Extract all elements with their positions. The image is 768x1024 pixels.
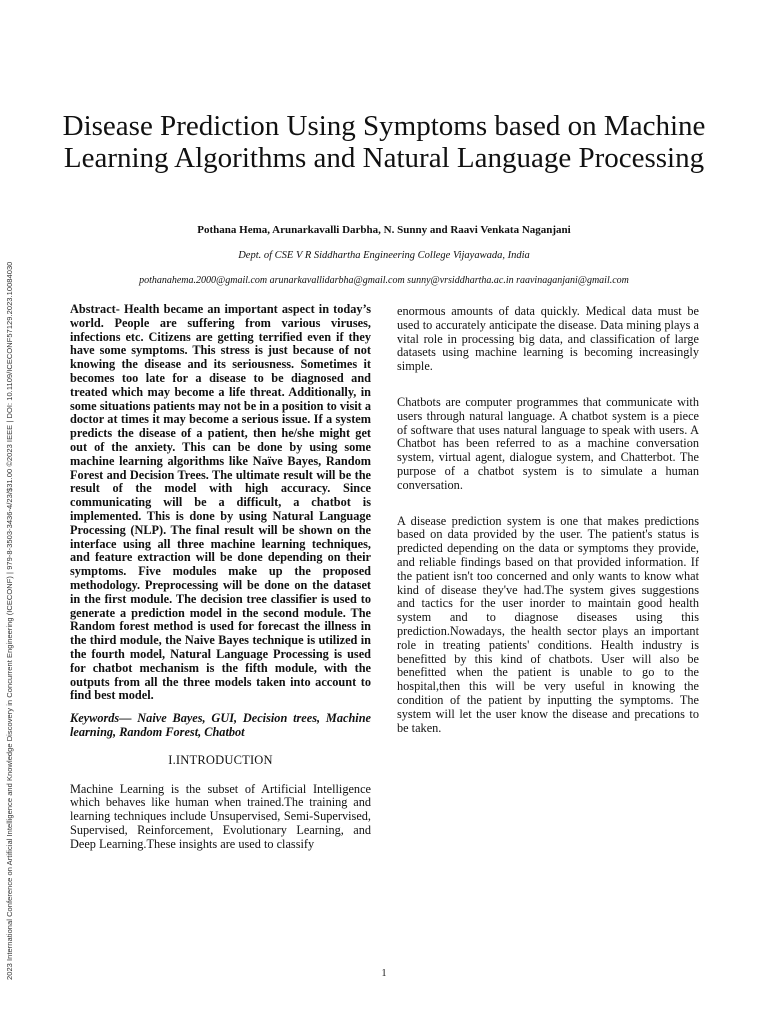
affiliation: Dept. of CSE V R Siddhartha Engineering College Vijayawada, India <box>238 250 530 261</box>
author-emails: pothanahema.2000@gmail.com arunarkavallidarbha@gmail.com sunny@vrsiddhartha.ac.in raavinaganjani@gmail.com <box>139 275 629 286</box>
author-list: Pothana Hema, Arunarkavalli Darbha, N. Sunny and Raavi Venkata Naganjani <box>197 224 571 236</box>
keywords-text: Keywords— Naive Bayes, GUI, Decision trees, Machine learning, Random Forest, Chatbot <box>70 711 371 739</box>
paragraph-chatbots: Chatbots are computer programmes that communicate with users through natural language. A chatbot system is a piece of software that uses natural language to speak with users. A Chatbot has been referred to as a machine conversation system, virtual agent, dialogue system, and Chatterbot. The purpose of a chatbot system is to simulate a human conversation. <box>397 394 699 492</box>
paragraph-data-mining: enormous amounts of data quickly. Medical data must be used to accurately anticipate the disease. Data mining plays a vital role in processing big data, and classification of large datasets using machine learning is becoming increasingly simple. <box>397 304 699 374</box>
intro-paragraph: Machine Learning is the subset of Artificial Intelligence which behaves like human when trained.The training and learning techniques include Unsupervised, Semi-Supervised, Supervised, Reinforcement, Evolutionary Learning, and Deep Learning.These insights are used to classify <box>70 781 371 851</box>
section-heading-introduction: I.INTRODUCTION <box>168 752 273 767</box>
abstract-text: Abstract- Health became an important aspect in today’s world. People are suffering from various viruses, infections etc. Citizens are getting terrified even if they have some symptoms. This stress is just because of not knowing the disease and its seriousness. Sometimes it becomes too late for a disease to be diagnosed and treated which may become a life threat. Additionally, in some situations patients may not be in a position to visit a doctor at times it may become a serious issue. If a system predicts the disease of a patient, then he/she might get out of the anxiety. This can be done by using some machine learning algorithms like Naïve Bayes, Random Forest and Decision Trees. The ultimate result will be the result of the model with high accuracy. Since communicating will be a difficult, a chatbot is implemented. This is done by using Natural Language Processing (NLP). The final result will be shown on the interface using all three machine learning techniques, and feature extraction will be done depending on their symptoms. Five modules make up the proposed methodology. Preprocessing will be done on the dataset in the first module. The decision tree classifier is used to generate a prediction model in the second module. The Random forest method is used for forecast the illness in the third module, the Naive Bayes technique is utilized in the fourth model, Natural Language Processing is used for chatbot mechanism is the fifth module, with the outputs from all the three models taken into account to find best model. <box>70 302 371 703</box>
paper-title: Disease Prediction Using Symptoms based on Machine Learning Algorithms and Natural Language Processing <box>62 110 706 174</box>
right-column <box>397 305 699 735</box>
doi-side-note: 2023 International Conference on Artificial Intelligence and Knowledge Discovery in Concurrent Engineering (ICECONF) | 979-8-3503-3436-4/23/$31.00 ©2023 IEEE | DOI: 10.1109/ICECONF57129.2023.10084030 <box>5 261 14 980</box>
left-column <box>70 303 371 851</box>
page-number: 1 <box>381 968 387 979</box>
paragraph-disease-prediction: A disease prediction system is one that makes predictions based on data provided by the user. The patient's status is predicted depending on the data or symptoms they provide, and reliable findings based on that provided information. If the patient isn't too concerned and only wants to know what kind of disease they've had.The system gives suggestions and tactics for the user inorder to maintain good health system and to diagnose diseases using this prediction.Nowadays, the health sector plays an important role in treating patients' conditions. Health industry is benefitted by this kind of chatbots. User will also be benefitted when the patient is unable to go to the hospital,then this will be very useful in knowing the condition of the patient by inputting the symptoms. The system will let the user know the disease and precations to be taken. <box>397 513 699 735</box>
